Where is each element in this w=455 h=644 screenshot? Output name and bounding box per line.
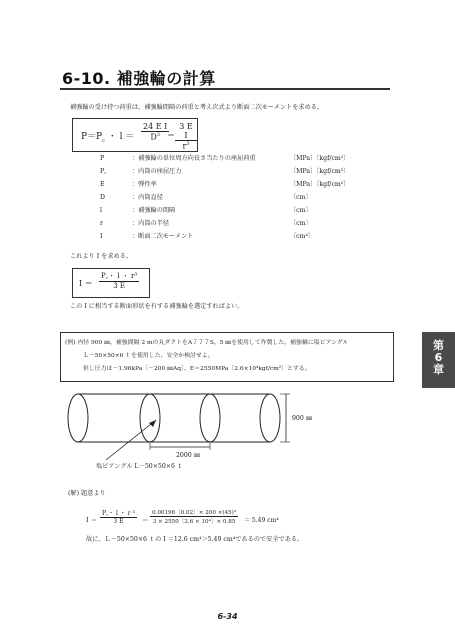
angle-label: 塩ビアングル L－50×50×6 ｔ [96,463,184,470]
solution-eq-lhs: I ＝ [86,516,98,524]
solution-result: ＝ 5.49 cm⁴ [244,517,279,524]
example-box [60,332,394,382]
var-sym: P꜀ [100,168,107,175]
var-sym: r [100,220,103,227]
chapter-tab-line-1: 第 [433,339,444,352]
solution-frac-1-num: P꜀・ l ・ r ³ [102,510,135,517]
variable-list [100,155,370,245]
solution-frac-1 [100,508,137,525]
var-desc: ：補強輪の間隔 [132,207,176,214]
formula-1-frac-2-num: 3 E I [175,122,197,141]
reinforcement-ring-1 [140,394,160,442]
section-title: 6-10. 補強輪の計算 [62,69,216,88]
formula-1-frac-2-den: r [182,141,187,151]
select-text: この I に相当する断面形状を有する補強輪を選定すればよい。 [70,303,244,310]
solution-frac-2-num: 0.00196〔0.02〕× 200 ×(45)³ [152,510,237,516]
var-desc: ：内筒の半径 [132,220,170,227]
page-number: 6-34 [217,612,238,621]
chapter-tab-line-2: 6 [434,351,443,364]
var-unit: 〔cm〕 [290,194,312,201]
chapter-tab-line-3: 章 [433,363,444,376]
example-line-2: Ｌ－50×50×6 ｔを使用した。安全か検討せよ。 [83,353,214,359]
spacing-label: 2000 ㎜ [176,452,200,459]
reinforcement-ring-2 [200,394,220,442]
var-unit: 〔cm〕 [290,220,312,227]
formula-1-frac-2 [175,122,197,151]
solution-equation [86,508,386,530]
title-underline [60,88,390,90]
formula-1-frac-1-num: 24 E I [143,122,168,131]
solution-conclusion: 故に、Ｌ－50×50×6 ｔの I ＝12.6 cm⁴＞5.49 cm⁴であるので安全である。 [86,536,304,543]
formula-1-mid: ・ l ＝ [107,132,135,142]
var-unit: 〔MPa〕〔kgf/cm²〕 [290,168,350,175]
formula-1-sub: c [102,137,105,144]
var-sym: E [100,181,105,188]
solution-frac-2 [150,508,238,525]
var-desc: ：内筒直径 [132,194,163,201]
formula-box-2 [72,268,150,298]
duct-right-end [260,394,280,442]
intro-text: 補強輪の受け持つ荷重は、補強輪間隔の荷重と考え次式より断面二次モーメントを求める。 [70,104,324,111]
example-line-3: 但し圧力は－1.96kPa〔－200 ㎜Aq〕、E＝2550MPa〔2.6×10⁴kgf/cm²〕とする。 [83,366,311,372]
formula-2-lhs: I ＝ [79,279,93,288]
formula-1-frac-2-den-sup: 3 [186,141,190,147]
diameter-label: 900 ㎜ [292,415,312,422]
formula-2-frac [99,271,139,290]
duct-diagram [60,384,340,474]
formula-1-equals: ＝ [167,131,175,140]
formula-1 [81,129,134,144]
chapter-tab [422,332,455,388]
var-unit: 〔MPa〕〔kgf/cm²〕 [290,181,350,188]
solution-equals: ＝ [142,516,149,524]
angle-leader-line [106,420,156,460]
solution-heading: (解) 題意より [68,490,106,497]
derive-text: これより I を求める。 [70,253,133,260]
solution-frac-1-den: 3 E [113,518,124,525]
var-unit: 〔cm⁴〕 [290,233,315,240]
duct-left-end [68,394,88,442]
formula-1-frac-1-den-sup: 3 [156,132,160,138]
formula-1-frac-1 [141,122,169,142]
formula-1-frac-1-den: D [150,132,157,142]
var-desc: ：補強輪の単位周方向長さ当たりの座屈荷重 [132,155,256,162]
var-desc: ：断面二次モーメント [132,233,194,240]
formula-2-den: 3 E [113,282,125,290]
var-unit: 〔MPa〕〔kgf/cm²〕 [290,155,350,162]
formula-box-1 [72,118,198,152]
var-sym: l [100,207,102,214]
var-sym: I [100,233,103,240]
formula-1-lhs: P＝P [81,132,103,142]
var-desc: ：内筒の座屈圧力 [132,168,182,175]
var-sym: P [100,155,105,162]
example-line-1: (例) 内径 900 ㎜、補強間隔 2 mの丸ダクトをA７７７S、5 ㎜を使用して作製した。補強輪に塩ビアングル [65,340,349,346]
solution-frac-2-den: 3 × 2550〔2.6 × 10⁴〕× 0.85 [152,519,236,525]
var-sym: D [100,194,105,201]
var-unit: 〔cm〕 [290,207,312,214]
angle-leader-arrowhead [149,420,156,427]
formula-2-num: P꜀・ l ・ r³ [101,272,138,280]
var-desc: ：弾性率 [132,181,157,188]
